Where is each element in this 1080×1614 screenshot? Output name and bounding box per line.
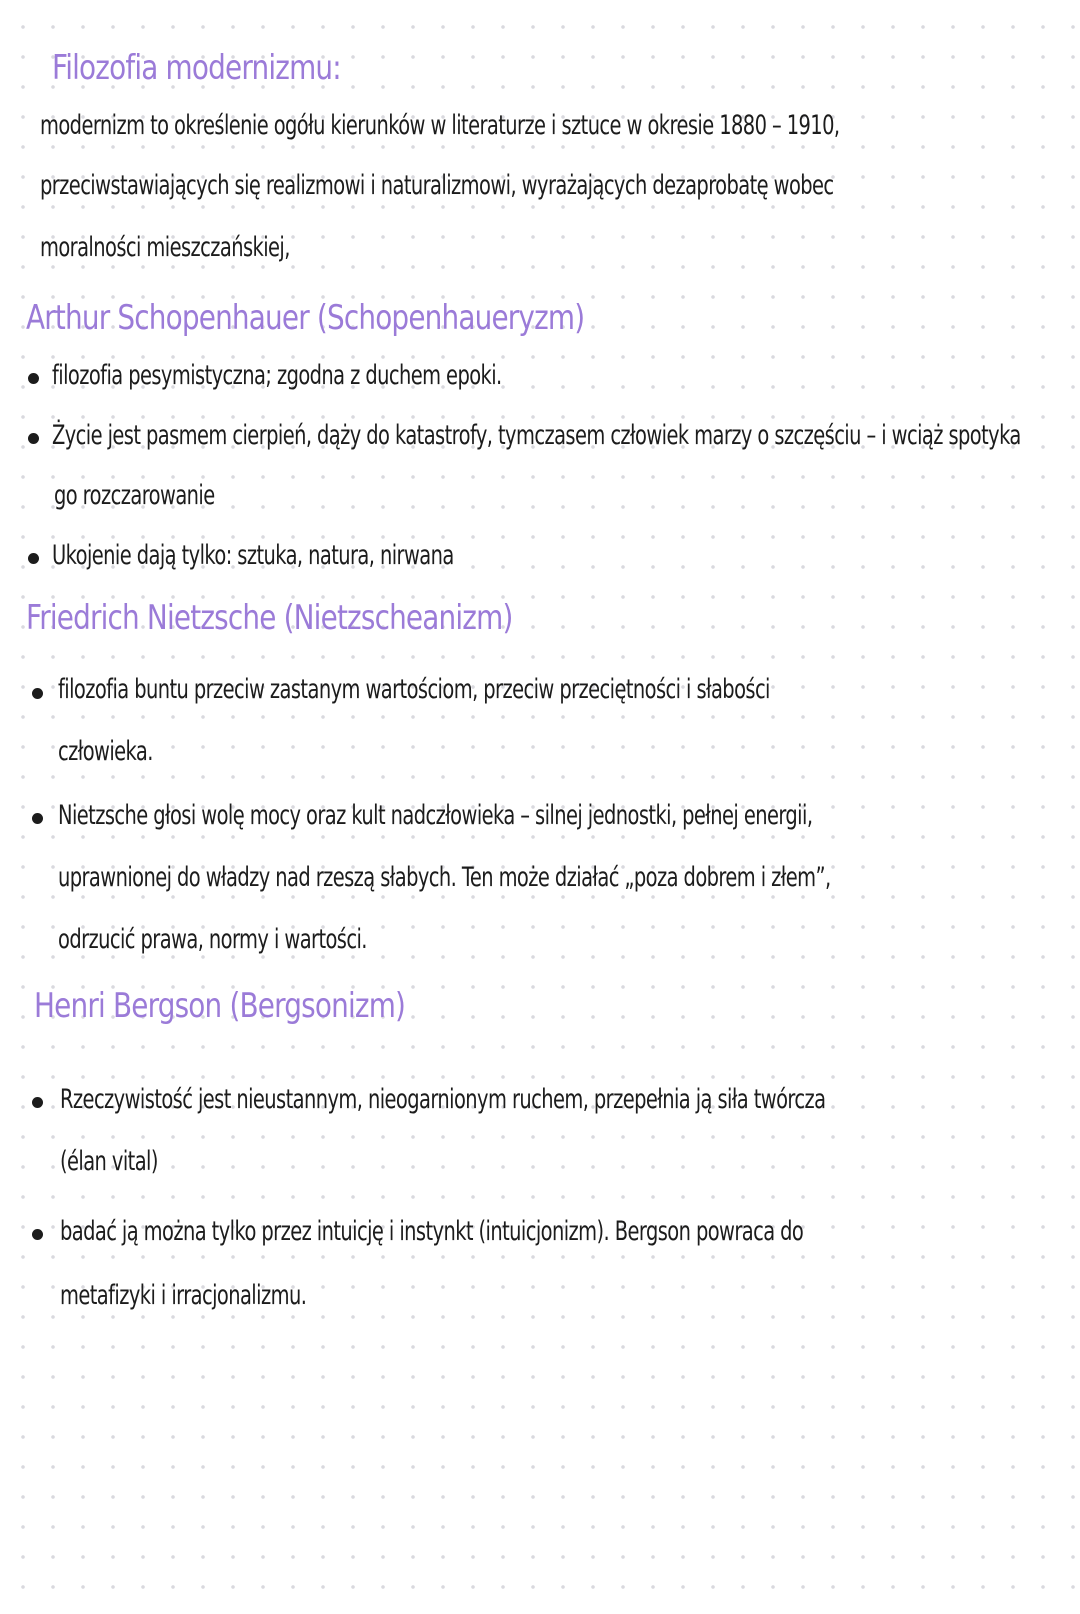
intro-line-3: moralności mieszczańskiej, (40, 232, 290, 263)
bergson-item-1-line-2: (élan vital) (60, 1146, 158, 1177)
intro-line-2: przeciwstawiających się realizmowi i naturalizmowi, wyrażających dezaprobatę wobec (40, 170, 834, 201)
bullet (32, 813, 43, 824)
bergson-item-2-line-2: metafizyki i irracjonalizmu. (60, 1280, 307, 1311)
bullet (28, 373, 39, 384)
schopenhauer-item-3-line-1: Ukojenie dają tylko: sztuka, natura, nirwana (52, 540, 454, 571)
section-title-modernism: Filozofia modernizmu: (52, 48, 341, 88)
bullet (28, 553, 39, 564)
section-title-nietzsche: Friedrich Nietzsche (Nietzscheanizm) (26, 598, 513, 638)
bullet (28, 433, 39, 444)
bullet (32, 1097, 43, 1108)
bullet (32, 688, 43, 699)
schopenhauer-item-1-line-1: filozofia pesymistyczna; zgodna z duchem epoki. (52, 360, 502, 391)
nietzsche-item-2-line-3: odrzucić prawa, normy i wartości. (58, 924, 367, 955)
nietzsche-item-1-line-1: filozofia buntu przeciw zastanym wartościom, przeciw przeciętności i słabości (58, 674, 770, 705)
section-title-bergson: Henri Bergson (Bergsonizm) (34, 986, 406, 1026)
nietzsche-item-1-line-2: człowieka. (58, 736, 153, 767)
bergson-item-2-line-1: badać ją można tylko przez intuicję i instynkt (intuicjonizm). Bergson powraca do (60, 1216, 804, 1247)
bergson-item-1-line-1: Rzeczywistość jest nieustannym, nieogarnionym ruchem, przepełnia ją siła twórcza (60, 1084, 826, 1115)
schopenhauer-item-2-line-2: go rozczarowanie (54, 480, 215, 511)
intro-line-1: modernizm to określenie ogółu kierunków w literaturze i sztuce w okresie 1880 – 1910, (40, 110, 840, 141)
nietzsche-item-2-line-2: uprawnionej do władzy nad rzeszą słabych. Ten może działać „poza dobrem i złem”, (58, 862, 831, 893)
nietzsche-item-2-line-1: Nietzsche głosi wolę mocy oraz kult nadczłowieka – silnej jednostki, pełnej energii, (58, 800, 813, 831)
bullet (32, 1229, 43, 1240)
section-title-schopenhauer: Arthur Schopenhauer (Schopenhaueryzm) (26, 298, 585, 338)
schopenhauer-item-2-line-1: Życie jest pasmem cierpień, dąży do katastrofy, tymczasem człowiek marzy o szczęściu – i wciąż spotyka (52, 420, 1021, 451)
